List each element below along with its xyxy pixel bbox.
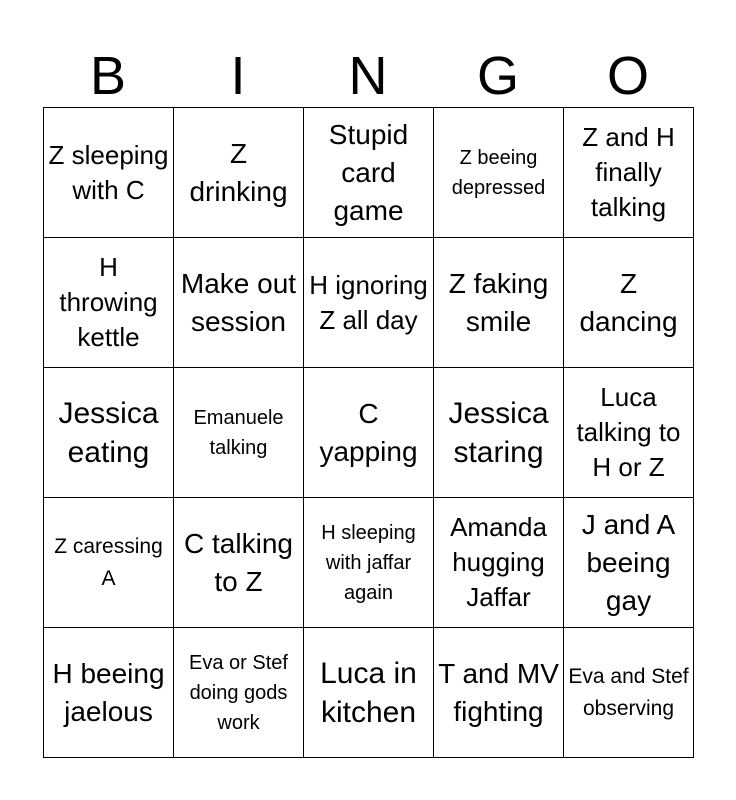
bingo-cell[interactable] <box>304 368 434 498</box>
bingo-cell[interactable] <box>174 628 304 758</box>
cell-text: Z caressing A <box>54 534 163 590</box>
cell-text: Z and H finally talking <box>582 122 675 222</box>
cell-text: Z drinking <box>189 137 288 207</box>
cell-text: Luca in kitchen <box>320 656 417 729</box>
cell-text: Stupid card game <box>328 118 409 226</box>
cell-text: Jessica eating <box>58 396 159 469</box>
cell-text: H throwing kettle <box>59 252 158 352</box>
bingo-cell[interactable] <box>434 498 564 628</box>
cell-text: J and A beeing gay <box>581 508 676 616</box>
bingo-cell[interactable] <box>564 628 694 758</box>
bingo-cell[interactable] <box>304 108 434 238</box>
bingo-cell[interactable] <box>44 628 174 758</box>
cell-text: Z sleeping with C <box>48 139 169 205</box>
cell-text: Eva and Stef observing <box>568 664 689 720</box>
cell-text: Emanuele talking <box>193 406 284 459</box>
cell-text: Jessica staring <box>448 396 549 469</box>
bingo-cell[interactable] <box>434 368 564 498</box>
bingo-header <box>43 44 693 108</box>
bingo-cell[interactable] <box>304 238 434 368</box>
cell-text: Z faking smile <box>448 267 549 337</box>
cell-text: H ignoring Z all day <box>309 269 428 335</box>
bingo-cell[interactable] <box>174 238 304 368</box>
bingo-cell[interactable] <box>44 368 174 498</box>
cell-text: Amanda hugging Jaffar <box>450 512 547 612</box>
cell-text: C talking to Z <box>184 527 293 597</box>
bingo-cell[interactable] <box>174 368 304 498</box>
bingo-cell[interactable] <box>44 108 174 238</box>
bingo-cell[interactable] <box>304 498 434 628</box>
cell-text: T and MV fighting <box>438 657 559 727</box>
bingo-cell[interactable] <box>564 108 694 238</box>
header-letter-g: G <box>476 46 519 106</box>
cell-text: Z dancing <box>579 267 678 337</box>
bingo-cell[interactable] <box>304 628 434 758</box>
bingo-cell[interactable] <box>564 238 694 368</box>
header-letter-b: B <box>89 46 127 106</box>
header-letter-i: I <box>230 46 246 106</box>
bingo-card <box>43 107 694 758</box>
header-letter-o: O <box>606 46 649 106</box>
cell-text: Eva or Stef doing gods work <box>189 651 288 734</box>
cell-text: C yapping <box>319 397 418 467</box>
bingo-cell[interactable] <box>564 368 694 498</box>
cell-text: Luca talking to H or Z <box>576 382 681 482</box>
cell-text: H beeing jaelous <box>52 657 165 727</box>
bingo-cell[interactable] <box>44 498 174 628</box>
header-letter-n: N <box>348 46 388 106</box>
cell-text: Z beeing depressed <box>451 146 546 199</box>
bingo-cell[interactable] <box>174 108 304 238</box>
bingo-cell[interactable] <box>174 498 304 628</box>
cell-text: H sleeping with jaffar again <box>321 521 416 604</box>
bingo-cell[interactable] <box>434 238 564 368</box>
cell-text: Make out session <box>180 267 297 337</box>
bingo-cell[interactable] <box>434 628 564 758</box>
bingo-cell[interactable] <box>564 498 694 628</box>
bingo-cell[interactable] <box>44 238 174 368</box>
bingo-cell[interactable] <box>434 108 564 238</box>
